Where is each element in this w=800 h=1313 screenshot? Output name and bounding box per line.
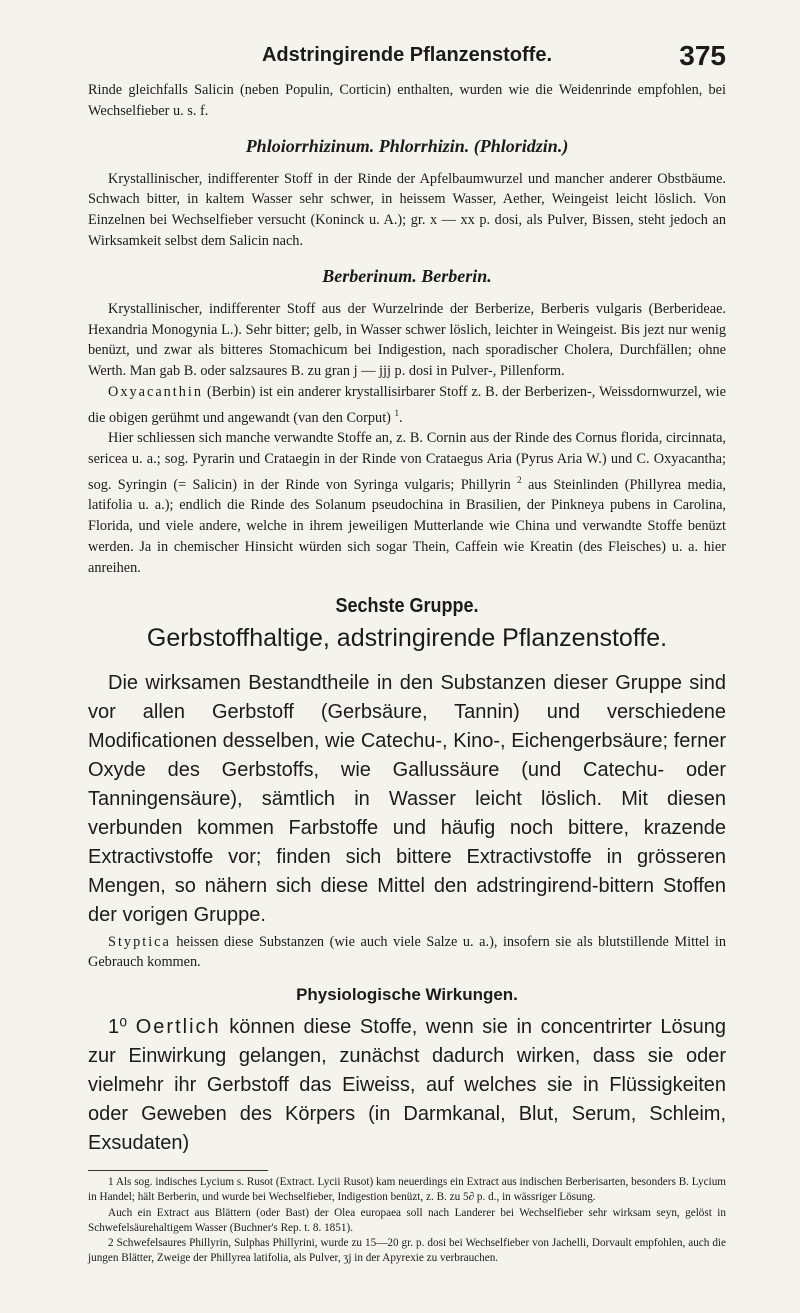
physiology-number: 1⁰: [108, 1016, 128, 1039]
running-header: [88, 40, 726, 80]
physiology-term: Oertlich: [135, 1016, 221, 1039]
styptica-paragraph: [88, 932, 726, 974]
physiology-text: können diese Stoffe, wenn sie in concentrirter Lösung zur Einwirkung gelangen, zunächst dadurch wirken, dass sie oder vielmehr ihr Gerbstoff das Eiweiss, auf welches sie in Flüssigkeiten oder Geweben des Körpers (in Darmkanal, Blut, Serum, Schleim, Exsudaten): [88, 1016, 726, 1155]
header-title: Adstringirende Pflanzenstoffe.: [261, 44, 553, 66]
oxyacanthin-paragraph: Oxyacanthin (Berbin) ist ein anderer krystallisirbarer Stoff z. B. der Berberizen-, Weissdornwurzel, wie die obigen gerühmt und angewandt (van den Corput) $^1$.: [88, 383, 726, 426]
page-number: 375: [679, 40, 726, 71]
footnote-ref-2[interactable]: 2: [517, 474, 522, 485]
related-substances-paragraph: [88, 428, 726, 578]
footnote-1-continued: Auch ein Extract aus Blättern (oder Bast) der Olea europaea soll nach Landerer bei Wechselfieber sehr wirksam seyn, gelöst in Schwefelsäurehaltigem Wasser (Buchner's Rep. t. 8. 1851).: [88, 1206, 726, 1234]
footnote-2: 2 Schwefelsaures Phillyrin, Sulphas Phillyrini, wurde zu 15—20 gr. p. dosi bei Wechselfieber von Jachelli, Dorvault empfohlen, auch die jungen Blätter, Zweige der Phillyrea latifolia, als Pulver, ʒj in der Apyrexie zu verbrauchen.: [88, 1237, 726, 1265]
group-subheading: Gerbstoffhaltige, adstringirende Pflanzenstoffe.: [146, 623, 668, 652]
physiology-paragraph: [88, 1013, 726, 1158]
styptica-term: Styptica: [108, 933, 171, 950]
footnote-ref-1[interactable]: 1: [394, 407, 400, 418]
phloiorrhizinum-paragraph: Krystallinischer, indifferenter Stoff in der Rinde der Apfelbaumwurzel und mancher anderer Obstbäume. Schwach bitter, in kaltem Wasser sehr schwer, in heissem Wasser, Aether, Weingeist leicht löslich. Von Einzelnen bei Wechselfieber versucht (Koninck u. A.); gr. x — xx p. dosi, als Pulver, Bissen, steht jedoch an Wirksamkeit selbst dem Salicin nach.: [88, 170, 726, 249]
berberinum-heading: Berberinum. Berberin.: [322, 265, 492, 286]
phloiorrhizinum-heading: Phloiorrhizinum. Phlorrhizin. (Phloridzin.): [245, 135, 569, 156]
styptica-text: heissen diese Substanzen (wie auch viele Salze u. a.), insofern sie als blutstillende Mittel in Gebrauch kommen.: [88, 933, 726, 971]
footnote-divider: [88, 1170, 268, 1171]
related-text-2: aus Steinlinden (Phillyrea media, latifolia u. a.); endlich die Rinde des Solanum pseudochina in Brasilien, der Pinkneya pubens in Carolina, Florida, und viele andere, welche in ihrem jeweiligen Mutterlande wie China und verwandte Stoffe benüzt werden. Ja in chemischer Hinsicht würden sich sogar Thein, Caffein wie Kreatin (des Fleisches) u. a. hier anreihen.: [88, 476, 726, 576]
footnote-1: 1 Als sog. indisches Lycium s. Rusot (Extract. Lycii Rusot) kam neuerdings ein Extract aus indischen Berberisarten, besonders B. Lycium in Handel; hält Berberin, und wurde bei Wechselfieber, Indigestion benüzt, z. B. zu 5∂ p. d., in wässriger Lösung.: [88, 1176, 726, 1204]
related-text: Hier schliessen sich manche verwandte Stoffe an, z. B. Cornin aus der Rinde des Cornus florida, circinnata, sericea u. a.; sog. Pyrarin und Crataegin in der Rinde von Crataegus Aria (Pyrus Aria W.) und C. Oxyacantha; sog. Syringin (= Salicin) in der Rinde von Syringa vulgaris; Phillyrin: [88, 430, 726, 493]
oxyacanthin-text: (Berbin) ist ein anderer krystallisirbarer Stoff z. B. der Berberizen-, Weissdornwurzel, wie die obigen gerühmt und angewandt (van den Corput): [88, 383, 726, 426]
intro-paragraph: Rinde gleichfalls Salicin (neben Populin, Corticin) enthalten, wurden wie die Weidenrinde empfohlen, bei Wechselfieber u. s. f.: [88, 82, 726, 119]
berberinum-paragraph: Krystallinischer, indifferenter Stoff aus der Wurzelrinde der Berberize, Berberis vulgaris (Berberideae. Hexandria Monogynia L.). Sehr bitter; gelb, in Wasser schwer löslich, leichter in Weingeist. Bis jezt nur wenig benüzt, und zwar als bitteres Stomachicum bei Indigestion, nach sporadischer Cholera, Durchfällen; ohne Werth. Man gab B. oder salzsaures B. zu gran j — jjj p. dosi in Pulver-, Pillenform.: [88, 300, 726, 380]
oxyacanthin-term: Oxyacanthin: [108, 383, 204, 400]
group-paragraph: Die wirksamen Bestandtheile in den Substanzen dieser Gruppe sind vor allen Gerbstoff (Gerbsäure, Tannin) und verschiedene Modificationen desselben, wie Catechu-, Kino-, Eichengerbsäure; ferner Oxyde des Gerbstoffs, wie Gallussäure (und Catechu- oder Tanningensäure), sämtlich in Wasser leicht löslich. Mit diesen verbunden kommen Farbstoffe und häufig noch bittere, krazende Extractivstoffe vor; finden sich bittere Extractivstoffe in grösseren Mengen, so nähern sich diese Mittel den adstringirend-bittern Stoffen der vorigen Gruppe.: [88, 671, 726, 926]
group-heading: Sechste Gruppe.: [335, 594, 479, 617]
physiology-heading: Physiologische Wirkungen.: [296, 985, 518, 1005]
